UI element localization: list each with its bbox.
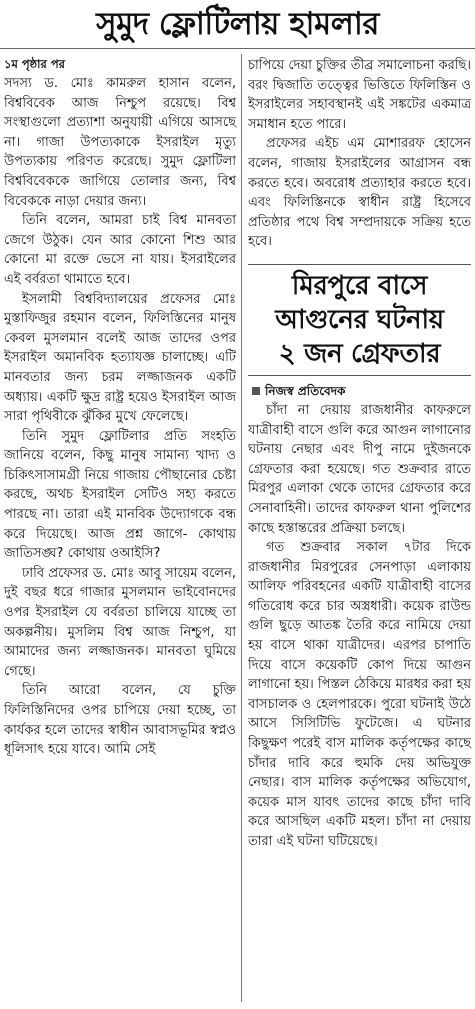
second-article-headline-box [248, 264, 471, 376]
right-column [248, 56, 471, 852]
column-divider [241, 54, 242, 1002]
article-paragraph: চাঁদা না দেয়ায় রাজধানীর কাফরুলে যাত্রীবাহী বাসে গুলি করে আগুন লাগানোর ঘটনায় নেছার এবং দীপু নামে দুইজনকে গ্রেফতার করা হয়েছে। গত শুক্রবার রাতে মিরপুর এলাকা থেকে তাদের গ্রেফতার করে সেনাবাহিনী। তাদের কাফরুল থানা পুলিশের কাছে হস্তান্তরের প্রক্রিয়া চলছে। [248, 402, 471, 536]
second-headline-line: আগুনের ঘটনায় [275, 304, 444, 335]
second-headline-line: মিরপুরে বাসে [291, 270, 428, 301]
article-paragraph: তিনি আরো বলেন, যে চুক্তি ফিলিস্তিনিদের ওপর চাপিয়ে দেয়া হচ্ছে, তা কার্যকর হলে তাদের স্বাধীন আবাসভূমির স্বপ্নও ধূলিসাৎ হয়ে যাবে। আমি সেই [4, 683, 236, 758]
article-paragraph: গত শুক্রবার সকাল ৭টার দিকে রাজধানীর মিরপুরের সেনপাড়া এলাকায় আলিফ পরিবহনের একটি যাত্রীবাহী বাসের গতিরোধ করে চার অস্ত্রধারী। কয়েক রাউন্ড গুলি ছুড়ে আতঙ্ক তৈরি করে নামিয়ে দেয়া হয় বাসে থাকা যাত্রীদের। এরপর চাপাতি দিয়ে বাসে কয়েকটি কোপ দিয়ে আগুন লাগানো হয়। পিস্তল ঠেকিয়ে মারধর করা হয় বাসচালক ও হেলপারকে। পুরো ঘটনাই উঠে আসে সিসিটিভি ফুটেজে। এ ঘটনার কিছুক্ষণ পরেই বাস মালিক কর্তৃপক্ষের কাছে চাঁদার দাবি করে হুমকি দেয় অভিযুক্ত নেছার। বাস মালিক কর্তৃপক্ষের অভিযোগ, কয়েক মাস যাবৎ তাদের কাছে চাঁদা দাবি করে আসছিল একটি মহল। চাঁদা না দেয়ায় তারা এই ঘটনা ঘটিয়েছে। [248, 540, 472, 849]
article-paragraph: তিনি বলেন, আমরা চাই বিশ্ব মানবতা জেগে উঠুক। যেন আর কোনো শিশু আর কোনো মা রক্তে ভেসে না যায়। ইসরাইলের এই বর্বরতা থামাতে হবে। [4, 213, 236, 287]
article-paragraph: চাপিয়ে দেয়া চুক্তির তীব্র সমালোচনা করছি। বরং দ্বিজাতি তত্ত্বের ভিত্তিতে ফিলিস্তিন ও ইসরাইলের সহাবস্থানই এই সঙ্কটের একমাত্র সমাধান হতে পারে। [248, 58, 471, 132]
second-headline-line: ২ জন গ্রেফতার [278, 338, 441, 369]
article-paragraph: ইসলামী বিশ্ববিদ্যালয়ের প্রফেসর মোঃ মুস্তাফিজুর রহমান বলেন, ফিলিস্তিনের মানুষ কেবল মুসলমান বলেই আজ তাদের ওপর ইসরাইল অমানবিক হত্যাযজ্ঞ চালাচ্ছে। এটি মানবতার জন্য চরম লজ্জাজনক একটি অধ্যায়। একটি ক্ষুদ্র রাষ্ট্র হয়েও ইসরাইল আজ সারা পৃথিবীকে ঝুঁকির মুখে ফেলেছে। [4, 291, 236, 425]
square-bullet-icon [252, 387, 260, 395]
article-paragraph: তিনি সুমুদ ফ্লোটিলার প্রতি সংহতি জানিয়ে বলেন, কিছু মানুষ সামান্য খাদ্য ও চিকিৎসাসামগ্রী নিয়ে গাজায় পৌছানোর চেষ্টা করছে, অথচ ইসরাইল সেটিও সহ্য করতে পারছে না। তারা এই মানবিক উদ্যোগকে বন্ধ করে দিয়েছে। আজ প্রশ্ন জাগে- কোথায় জাতিসঙ্ঘ? কোথায় ওআইসি? [4, 428, 236, 562]
byline-text: নিজস্ব প্রতিবেদক [265, 383, 346, 398]
left-column [4, 56, 236, 760]
article-paragraph: ঢাবি প্রফেসর ড. মোঃ আবু সায়েম বলেন, দুই বছর ধরে গাজার মুসলমান ভাইবোনদের ওপর ইসরাইল যে বর্বরতা চালিয়ে যাচ্ছে তা অকল্পনীয়। মুসলিম বিশ্ব আজ নিশ্চুপ, যা আমাদের জন্য লজ্জাজনক। মানবতা ঘুমিয়ে গেছে। [4, 565, 236, 679]
byline [252, 382, 471, 400]
article-paragraph: প্রফেসর এইচ এম মোশাররফ হোসেন বলেন, গাজায় ইসরাইলের আগ্রাসন বন্ধ করতে হবে। অবরোধ প্রত্যাহার করতে হবে। এবং ফিলিস্তিনকে স্বাধীন রাষ্ট্র হিসেবে প্রতিষ্ঠার পথে বিশ্ব সম্প্রদায়কে সক্রিয় হতে হবে। [248, 136, 471, 250]
jump-label: ১ম পৃষ্ঠার পর [4, 57, 65, 71]
article-paragraph: সদস্য ড. মোঃ কামরুল হাসান বলেন, বিশ্ববিবেক আজ নিশ্চুপ রয়েছে। বিশ্ব সংস্থাগুলো প্রত্যাশা অনুযায়ী এগিয়ে আসছে না। গাজা উপত্যকাকে ইসরাইল মৃত্যু উপত্যকায় পরিণত করেছে। সুমুদ ফ্লোটিলা বিশ্ববিবেককে জাগিয়ে তোলার জন্য, বিশ্ব বিবেককে নাড়া দেয়ার জন্য। [4, 76, 236, 209]
main-headline: সুমুদ ফ্লোটিলায় হামলার [0, 0, 475, 49]
